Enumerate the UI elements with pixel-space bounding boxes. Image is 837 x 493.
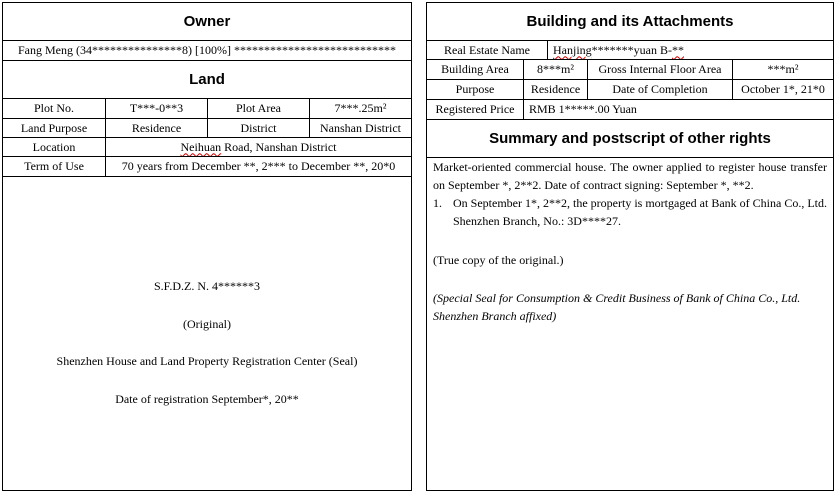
owner-info-row: [3, 41, 411, 61]
building-area-value: 8***m²: [523, 60, 587, 79]
building-row-price: [427, 100, 833, 120]
list-item-number: 1.: [433, 196, 442, 210]
mortgage-list-item: [433, 194, 827, 230]
registration-date: Date of registration September*, 20**: [115, 392, 299, 406]
completion-date-label: Date of Completion: [587, 80, 732, 99]
owner-info: Fang Meng (34***************8) [100%] ***************************: [18, 43, 396, 57]
registered-price-value: RMB 1*****.00 Yuan: [523, 100, 723, 119]
building-heading: Building and its Attachments: [427, 3, 833, 41]
land-purpose-label: Land Purpose: [20, 120, 88, 135]
land-row-purpose: [3, 119, 411, 138]
building-panel: [426, 2, 834, 491]
location-value-wavy: Neihuan: [180, 139, 222, 154]
plot-area-label: Plot Area: [207, 99, 309, 118]
real-estate-name-label: Real Estate Name: [444, 42, 530, 57]
location-label: Location: [32, 139, 76, 154]
name-wavy-part-1: Hanjing: [553, 42, 592, 57]
summary-heading: Summary and postscript of other rights: [427, 120, 833, 158]
building-row-name: [427, 41, 833, 60]
plot-no-label: Plot No.: [33, 101, 74, 115]
summary-paragraph: Market-oriented commercial house. The owner applied to register house transfer on September *, 2**2. Date of contract signing: September *, **2.: [433, 160, 827, 192]
location-value-rest: Road, Nanshan District: [221, 139, 337, 154]
certificate-number: S.F.D.Z. N. 4******3: [153, 279, 261, 293]
real-estate-name-value: [547, 41, 833, 59]
gross-floor-area-value: ***m²: [732, 60, 833, 79]
owner-land-panel: [2, 2, 412, 491]
registered-price-label: Registered Price: [435, 102, 515, 116]
land-row-term: [3, 157, 411, 177]
building-row-purpose: [427, 80, 833, 100]
term-value: 70 years from December **, 2*** to December **, 20*0: [105, 157, 411, 176]
land-row-location: [3, 138, 411, 157]
completion-date-value: October 1*, 21*0: [732, 80, 833, 99]
land-row-plot: [3, 99, 411, 119]
plot-area-value: 7***.25m²: [309, 99, 411, 118]
term-label: Term of Use: [24, 159, 84, 173]
seal-note: (Special Seal for Consumption & Credit Business of Bank of China Co., Ltd. Shenzhen Branch affixed): [433, 291, 801, 323]
owner-heading: Owner: [3, 3, 411, 41]
name-middle-part: *******yuan B-: [591, 42, 672, 57]
gross-floor-area-label: Gross Internal Floor Area: [587, 60, 732, 79]
name-wavy-part-2: **: [672, 42, 684, 57]
registration-center: Shenzhen House and Land Property Registration Center (Seal): [56, 354, 358, 368]
building-row-area: [427, 60, 833, 80]
certificate-original: (Original): [183, 317, 231, 331]
location-value: [105, 138, 411, 156]
building-purpose-label: Purpose: [455, 82, 495, 96]
district-label: District: [207, 119, 309, 137]
true-copy-note: (True copy of the original.): [433, 253, 564, 267]
building-area-label: Building Area: [441, 62, 509, 76]
land-purpose-value: Residence: [105, 119, 207, 137]
building-purpose-value: Residence: [523, 80, 587, 99]
district-value: Nanshan District: [309, 119, 411, 137]
land-heading: Land: [3, 61, 411, 99]
list-item-text: On September 1*, 2**2, the property is mortgaged at Bank of China Co., Ltd. Shenzhen Branch, No.: 3D****27.: [453, 196, 827, 228]
plot-no-value: T***-0**3: [105, 99, 207, 118]
